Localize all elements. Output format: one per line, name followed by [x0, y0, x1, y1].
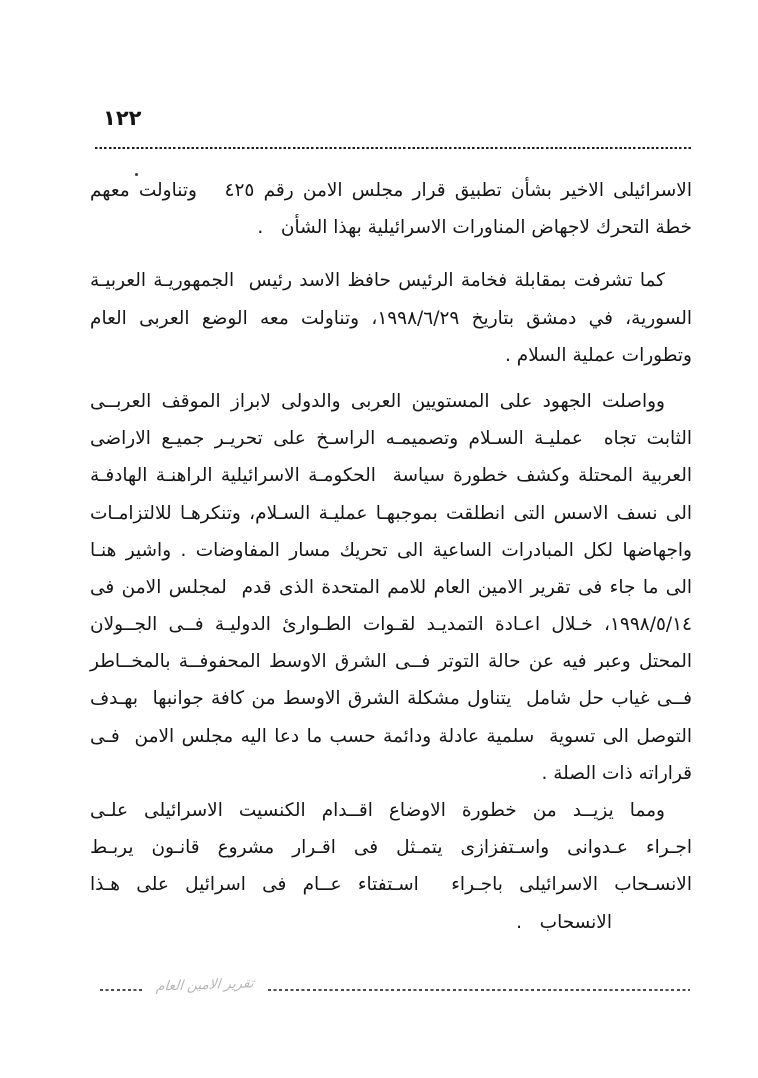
text-line: ومما يزيــد من خطورة الاوضاع اقــدام الكنسيت الاسرائيلى علـى [90, 800, 665, 821]
text-line: السورية، في دمشق بتاريخ ١٩٩٨/٦/٢٩، وتناولت معه الوضع العربى العام [90, 307, 692, 329]
text-line: ١٩٩٨/٥/١٤، خـلال اعـادة التمديـد لقـوات الطـوارئ الدوليـة فــى الجــولان [90, 614, 692, 636]
text-line: الاسرائيلى الاخير بشأن تطبيق قرار مجلس الامن رقم ٤٢٥ وتناولت معهم [90, 180, 692, 201]
text-line: اجـراء عـدوانى واسـتفزازى يتمـثل فى اقـرار مشروع قانـون يربـط [90, 837, 692, 859]
paragraph [90, 172, 692, 246]
paragraph [90, 792, 692, 941]
text-line: واجهاضها لكل المبادرات الساعية الى تحريك مسار المفاوضات . واشير هنـا [90, 539, 692, 561]
text-line: الثابت تجاه عمليـة السـلام وتصميمـه الراسـخ على تحريـر جميـع الاراضى [90, 428, 692, 450]
paragraph [90, 262, 692, 374]
text-line: الانسحاب . [516, 911, 612, 933]
header-divider-line [95, 147, 692, 149]
footer-caption: تقرير الامين العام [155, 975, 255, 995]
text-line: خطة التحرك لاجهاض المناورات الاسرائيلية بهذا الشأن . [257, 217, 692, 239]
text-line: وتطورات عملية السلام . [505, 344, 692, 366]
document-body [90, 172, 692, 941]
text-line: وواصلت الجهود على المستويين العربى والدولى لابراز الموقف العربــى [90, 390, 665, 412]
text-line: العربية المحتلة وكشف خطورة سياسة الحكومـة الاسرائيلية الراهنـة الهادفـة [90, 465, 692, 487]
text-line: المحتل وعبر فيه عن حالة التوتر فــى الشرق الاوسط المحفوفــة بالمخــاطر [90, 651, 692, 673]
footer-divider-left [100, 989, 144, 991]
text-line: كما تشرفت بمقابلة فخامة الرئيس حافظ الاسد رئيس الجمهوريـة العربيـة [90, 270, 665, 292]
text-line: قراراته ذات الصلة . [541, 762, 692, 784]
paragraph [90, 383, 692, 792]
page-number: ١٢٢ [103, 106, 142, 130]
text-line: التوصل الى تسوية سلمية عادلة ودائمة حسب ما دعا اليه مجلس الامن فـى [90, 725, 692, 747]
text-line: الانسـحاب الاسرائيلى باجـراء اسـتفتاء عــام فى اسرائيل على هـذا [90, 874, 692, 896]
text-line: الى نسف الاسس التى انطلقت بموجبهـا عمليـة السـلام، وتنكرهـا للالتزامـات [90, 502, 692, 524]
text-line: فــى غياب حل شامل يتناول مشكلة الشرق الاوسط من كافة جوانبها بهـدف [90, 688, 692, 710]
text-line: الى ما جاء فى تقرير الامين العام للامم المتحدة الذى قدم لمجلس الامن فى [90, 576, 692, 598]
footer-divider-right [268, 989, 690, 991]
